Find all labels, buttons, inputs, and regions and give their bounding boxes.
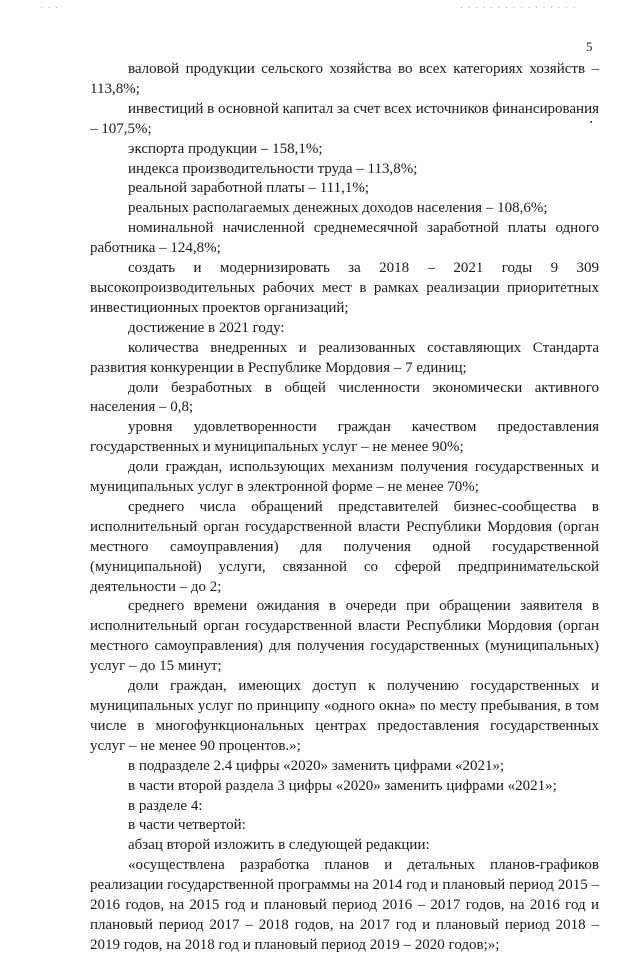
paragraph: уровня удовлетворенности граждан качеством предоставления государственных и муниципальных услуг – не менее 90%; <box>90 419 599 456</box>
paragraph: в части второй раздела 3 цифры «2020» заменить цифрами «2021»; <box>128 777 557 794</box>
paragraph: доли граждан, имеющих доступ к получению государственных и муниципальных услуг по принципу «одного окна» по месту пребывания, в том числе в многофункциональных центрах предоставления государственных услуг – не менее 90 процентов.»; <box>90 678 599 754</box>
page-number: 5 <box>586 39 593 54</box>
paragraph: доли граждан, использующих механизм получения государственных и муниципальных услуг в электронной форме – не менее 70%; <box>90 459 599 496</box>
paragraph: доли безработных в общей численности экономически активного населения – 0,8; <box>90 379 599 416</box>
scan-mark-right: · · · · · · · · · · · · · · · · <box>460 2 577 12</box>
paragraph: реальной заработной платы – 111,1%; <box>128 180 370 197</box>
paragraph: в части четвертой: <box>128 817 246 834</box>
paragraph: достижение в 2021 году: <box>128 319 285 336</box>
paragraph: инвестиций в основной капитал за счет всех источников финансирования – 107,5%; <box>90 100 599 137</box>
paragraph: количества внедренных и реализованных составляющих Стандарта развития конкуренции в Республике Мордовия – 7 единиц; <box>90 339 599 376</box>
paragraph: среднего времени ожидания в очереди при обращении заявителя в исполнительный орган государственной власти Республики Мордовия (орган местного самоуправления) для получения государственных (муниципальных) услуг – до 15 минут; <box>90 598 599 675</box>
document-body <box>90 60 599 956</box>
paragraph: индекса производительности труда – 113,8%; <box>128 160 418 177</box>
scan-mark-left: · · · <box>40 2 59 12</box>
paragraph: экспорта продукции – 158,1%; <box>128 140 323 157</box>
paragraph: «осуществлена разработка планов и детальных планов-графиков реализации государственной программы на 2014 год и плановый период 2015 – 2016 годов, на 2015 год и плановый период 2016 – 2017 годов, на 2016 год и плановый период 2017 – 2018 годов, на 2017 год и плановый период 2018 – 2019 годов, на 2018 год и плановый период 2019 – 2020 годов;»; <box>90 857 599 953</box>
paragraph: среднего числа обращений представителей бизнес-сообщества в исполнительный орган государственной власти Республики Мордовия (орган местного самоуправления) для получения одной государственной (муниципальной) услуги, связанной со сферой предпринимательской деятельности – до 2; <box>90 498 599 595</box>
paragraph: в разделе 4: <box>128 797 203 814</box>
paragraph: реальных располагаемых денежных доходов населения – 108,6%; <box>128 200 548 217</box>
paragraph: абзац второй изложить в следующей редакции: <box>128 837 430 854</box>
paragraph: в подразделе 2.4 цифры «2020» заменить цифрами «2021»; <box>128 757 505 774</box>
paragraph: номинальной начисленной среднемесячной заработной платы одного работника – 124,8%; <box>90 220 599 257</box>
paragraph: валовой продукции сельского хозяйства во всех категориях хозяйств – 113,8%; <box>90 61 599 97</box>
paragraph: создать и модернизировать за 2018 – 2021 годы 9 309 высокопроизводительных рабочих мест в рамках реализации приоритетных инвестиционных проектов организаций; <box>90 260 599 316</box>
